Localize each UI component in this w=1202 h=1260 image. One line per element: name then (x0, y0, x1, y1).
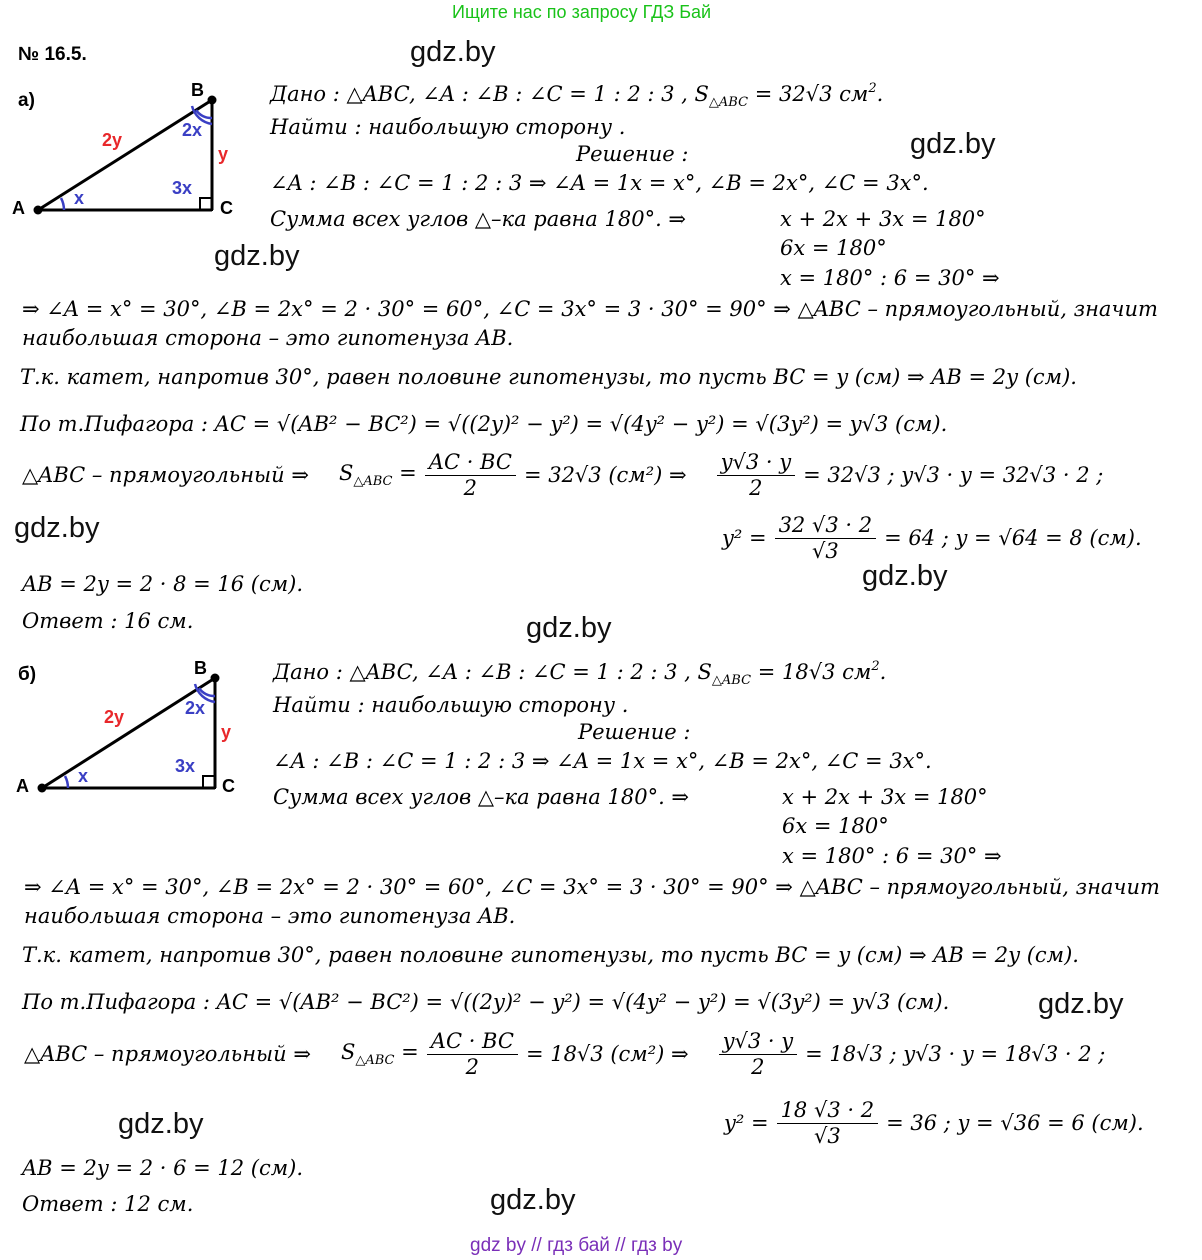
area-fraction-num: AC · BC (427, 1031, 518, 1055)
ab-result-line: AB = 2y = 2 · 6 = 12 (см). (22, 1156, 304, 1180)
leg-line: Т.к. катет, напротив 30°, равен половине гипотенузы, то пусть BC = y (см) ⇒ AB = 2y (см). (22, 943, 1079, 967)
given-sub: △ABC (708, 95, 749, 110)
area-line-mid: = 18√3 (см²) ⇒ (525, 1042, 689, 1066)
y-fraction (717, 452, 796, 499)
hypotenuse-line: наибольшая сторона – это гипотенуза AB. (22, 326, 514, 350)
watermark: gdz.by (526, 612, 612, 644)
y-squared-fraction (777, 1100, 879, 1147)
area-fraction-den: 2 (465, 1055, 480, 1079)
watermark: gdz.by (862, 560, 948, 592)
find-line: Найти : наибольшую сторону . (270, 115, 626, 139)
y-squared-label: y² = (724, 1111, 769, 1135)
area-line-mid: = 32√3 (см²) ⇒ (523, 463, 687, 487)
part-a-label: а) (18, 90, 35, 111)
answer-line: Ответ : 16 см. (22, 609, 194, 633)
equation-2: 6x = 180° (780, 236, 887, 260)
top-banner[interactable]: Ищите нас по запросу ГДЗ Бай (452, 2, 712, 22)
y-squared-den: √3 (813, 1124, 841, 1148)
sum-line: Сумма всех углов △–ка равна 180°. ⇒ (270, 207, 687, 231)
y-fraction (719, 1031, 798, 1078)
given-value: = 18√3 см (751, 660, 872, 684)
vertex-a-label: A (16, 776, 29, 796)
given-text: Дано : △ABC, ∠A : ∠B : ∠C = 1 : 2 : 3 , S (270, 82, 709, 106)
angle-c-label: 3x (175, 756, 196, 776)
angle-a-label: x (78, 766, 89, 786)
area-fraction-num: AC · BC (425, 452, 516, 476)
pythagoras-line: По т.Пифагора : AC = √(AB² − BC²) = √((2y)² − y²) = √(4y² − y²) = √(3y²) = y√3 (см). (20, 412, 948, 436)
watermark: gdz.by (410, 36, 496, 68)
s-sub: △ABC (355, 1053, 395, 1068)
problem-number: № 16.5. (18, 44, 87, 65)
side-ab-label: 2y (104, 707, 125, 727)
side-ab-label: 2y (102, 130, 123, 150)
y-fraction-den: 2 (751, 1055, 765, 1079)
given-sub: △ABC (711, 673, 752, 688)
hypotenuse-line: наибольшая сторона – это гипотенуза AB. (24, 904, 516, 928)
area-fraction (425, 452, 516, 499)
y-squared-line (724, 1100, 1144, 1147)
area-line-left: △ABC – прямоугольный ⇒ (24, 1042, 311, 1066)
sum-line: Сумма всех углов △–ка равна 180°. ⇒ (273, 785, 690, 809)
angle-a-label: x (74, 188, 85, 208)
y-squared-num: 18 √3 · 2 (777, 1100, 879, 1124)
area-line-left: △ABC – прямоугольный ⇒ (22, 463, 309, 487)
equation-2: 6x = 180° (782, 814, 889, 838)
y-fraction-num: y√3 · y (719, 1031, 798, 1055)
y-squared-fraction (775, 515, 877, 562)
watermark: gdz.by (910, 128, 996, 160)
given-line: Дано : △ABC, ∠A : ∠B : ∠C = 1 : 2 : 3 , $S_{\triangle ABC} = 18√3$ $см^2$. (273, 659, 887, 688)
y-squared-result: = 64 ; y = √64 = 8 (см). (884, 526, 1142, 550)
side-bc-label: y (218, 144, 229, 164)
y-squared-den: √3 (811, 539, 839, 563)
given-line: Дано : △ABC, ∠A : ∠B : ∠C = 1 : 2 : 3 , $S_{\triangle ABC} = 32√3$ $см^2$. (270, 81, 884, 110)
side-bc-label: y (221, 722, 232, 742)
watermark: gdz.by (118, 1108, 204, 1140)
s-label: S (340, 1040, 356, 1064)
equation-1: x + 2x + 3x = 180° (780, 207, 986, 231)
y-fraction-num: y√3 · y (717, 452, 796, 476)
solution-heading: Решение : (578, 720, 691, 744)
equation-3: x = 180° : 6 = 30° ⇒ (780, 266, 1000, 290)
watermark: gdz.by (214, 240, 300, 272)
watermark: gdz.by (1038, 988, 1124, 1020)
pythagoras-line: По т.Пифагора : AC = √(AB² − BC²) = √((2y)² − y²) = √(4y² − y²) = √(3y²) = y√3 (см). (22, 990, 950, 1014)
y-squared-num: 32 √3 · 2 (775, 515, 877, 539)
s-sub: △ABC (353, 474, 393, 489)
ratio-line: ∠A : ∠B : ∠C = 1 : 2 : 3 ⇒ ∠A = 1x = x°, ∠B = 2x°, ∠C = 3x°. (273, 749, 932, 773)
area-fraction (427, 1031, 518, 1078)
watermark: gdz.by (14, 512, 100, 544)
area-line: △ABC – прямоугольный ⇒ $S_{\triangle ABC}$ = $\frac{AC \cdot BC}{2}$ = 18√3 (см²) ⇒ $\frac{y√3 \cdot y}{2}$ = 18√3 ; y√3 · y = 18√3 · 2 ; (24, 1029, 1106, 1079)
vertex-c-label: C (222, 776, 235, 796)
part-b-label: б) (18, 664, 37, 685)
angle-c-label: 3x (172, 178, 193, 198)
footer-links[interactable]: gdz by // гдз бай // гдз by (470, 1235, 683, 1256)
y-fraction-den: 2 (749, 476, 763, 500)
area-line-right: = 32√3 ; y√3 · y = 32√3 · 2 ; (803, 463, 1104, 487)
area-line: △ABC – прямоугольный ⇒ $S_{\triangle ABC}$ = $\frac{AC \cdot BC}{2}$ = 32√3 (см²) ⇒ $\frac{y√3 \cdot y}{2}$ = 32√3 ; y√3 · y = 32√3 · 2 ; (22, 450, 1104, 500)
ratio-line: ∠A : ∠B : ∠C = 1 : 2 : 3 ⇒ ∠A = 1x = x°, ∠B = 2x°, ∠C = 3x°. (270, 171, 929, 195)
answer-line: Ответ : 12 см. (22, 1192, 194, 1216)
watermark: gdz.by (490, 1184, 576, 1216)
area-line-right: = 18√3 ; y√3 · y = 18√3 · 2 ; (805, 1042, 1106, 1066)
angle-b-label: 2x (185, 698, 206, 718)
vertex-b-label: B (191, 80, 204, 100)
vertex-b-label: B (194, 658, 207, 678)
given-value: = 32√3 см (748, 82, 869, 106)
vertex-c-label: C (220, 198, 233, 218)
solution-heading: Решение : (576, 142, 689, 166)
equation-1: x + 2x + 3x = 180° (782, 785, 988, 809)
y-squared-label: y² = (722, 526, 767, 550)
find-line: Найти : наибольшую сторону . (273, 693, 629, 717)
area-fraction-den: 2 (463, 476, 478, 500)
equation-3: x = 180° : 6 = 30° ⇒ (782, 844, 1002, 868)
angle-b-label: 2x (182, 120, 203, 140)
ab-result-line: AB = 2y = 2 · 8 = 16 (см). (22, 572, 304, 596)
leg-line: Т.к. катет, напротив 30°, равен половине гипотенузы, то пусть BC = y (см) ⇒ AB = 2y (см). (20, 365, 1077, 389)
vertex-a-label: A (12, 198, 25, 218)
y-squared-result: = 36 ; y = √36 = 6 (см). (886, 1111, 1144, 1135)
given-text: Дано : △ABC, ∠A : ∠B : ∠C = 1 : 2 : 3 , S (273, 660, 712, 684)
s-label: S (338, 461, 354, 485)
angles-line: ⇒ ∠A = x° = 30°, ∠B = 2x° = 2 · 30° = 60°, ∠C = 3x° = 3 · 30° = 90° ⇒ △ABC – прямоугольный, значит (22, 297, 1158, 321)
angles-line: ⇒ ∠A = x° = 30°, ∠B = 2x° = 2 · 30° = 60°, ∠C = 3x° = 3 · 30° = 90° ⇒ △ABC – прямоугольный, значит (24, 875, 1160, 899)
y-squared-line (722, 515, 1142, 562)
